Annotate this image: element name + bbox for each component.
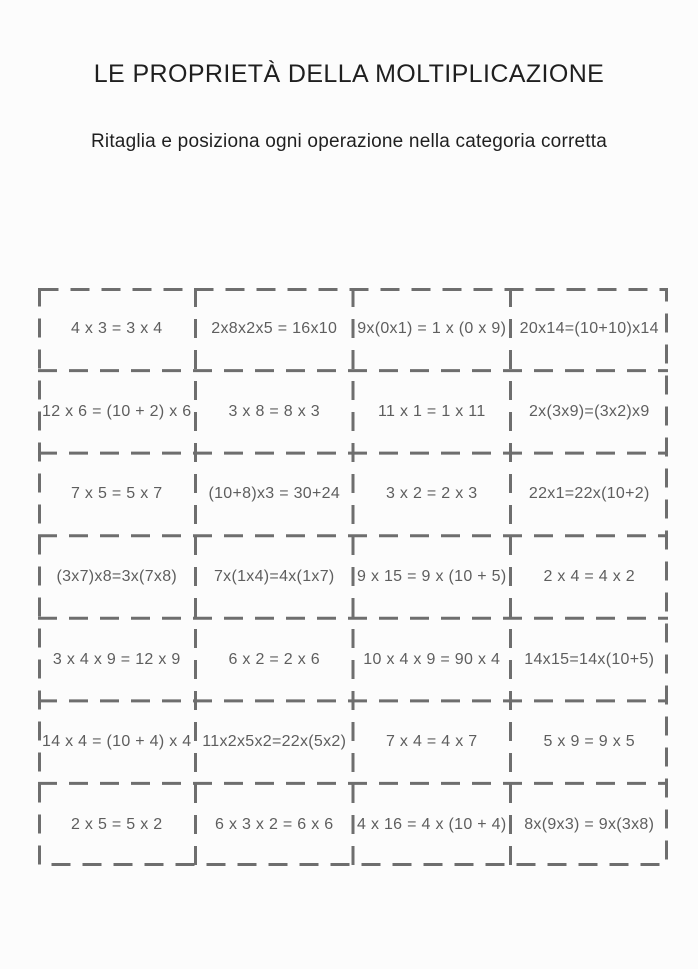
equation-card: 3 x 4 x 9 = 12 x 9: [52, 650, 181, 668]
equation-card: 20x14=(10+10)x14: [519, 320, 659, 338]
equation-card: 2 x 4 = 4 x 2: [543, 567, 635, 585]
equation-card: 14 x 4 = (10 + 4) x 4: [42, 733, 192, 751]
equation-card: 12 x 6 = (10 + 2) x 6: [42, 402, 192, 420]
equation-card: 4 x 16 = 4 x (10 + 4): [357, 815, 507, 833]
equation-card: 2 x 5 = 5 x 2: [70, 815, 163, 833]
equation-card: (10+8)x3 = 30+24: [208, 485, 341, 503]
equation-card: 3 x 8 = 8 x 3: [228, 402, 320, 420]
worksheet-subtitle: Ritaglia e posiziona ogni operazione nella categoria corretta: [90, 131, 607, 152]
equation-card: 8x(9x3) = 9x(3x8): [524, 815, 655, 833]
equation-card: 2x(3x9)=(3x2)x9: [528, 402, 650, 420]
equation-card: 11x2x5x2=22x(5x2): [202, 733, 347, 751]
equation-grid: [38, 288, 668, 866]
equation-card: 7 x 4 = 4 x 7: [385, 733, 478, 751]
equation-card: 3 x 2 = 2 x 3: [385, 485, 478, 503]
equation-card: 6 x 3 x 2 = 6 x 6: [215, 815, 334, 833]
equation-card: 14x15=14x(10+5): [524, 650, 655, 668]
equation-cards-container: [38, 288, 668, 866]
equation-card: 5 x 9 = 9 x 5: [543, 733, 635, 751]
equation-card: 9x(0x1) = 1 x (0 x 9): [357, 320, 507, 338]
equation-card: 10 x 4 x 9 = 90 x 4: [363, 650, 501, 668]
equation-card: 6 x 2 = 2 x 6: [228, 650, 320, 668]
equation-card: 7x(1x4)=4x(1x7): [213, 567, 335, 585]
equation-card: 9 x 15 = 9 x (10 + 5): [357, 567, 507, 585]
equation-card: 22x1=22x(10+2): [528, 485, 650, 503]
equation-card: (3x7)x8=3x(7x8): [56, 567, 178, 585]
worksheet-title: LE PROPRIETÀ DELLA MOLTIPLICAZIONE: [93, 60, 605, 88]
equation-card: 2x8x2x5 = 16x10: [211, 320, 338, 338]
equation-card: 7 x 5 = 5 x 7: [70, 485, 163, 503]
equation-card: 4 x 3 = 3 x 4: [70, 320, 163, 338]
equation-card: 11 x 1 = 1 x 11: [377, 402, 486, 420]
